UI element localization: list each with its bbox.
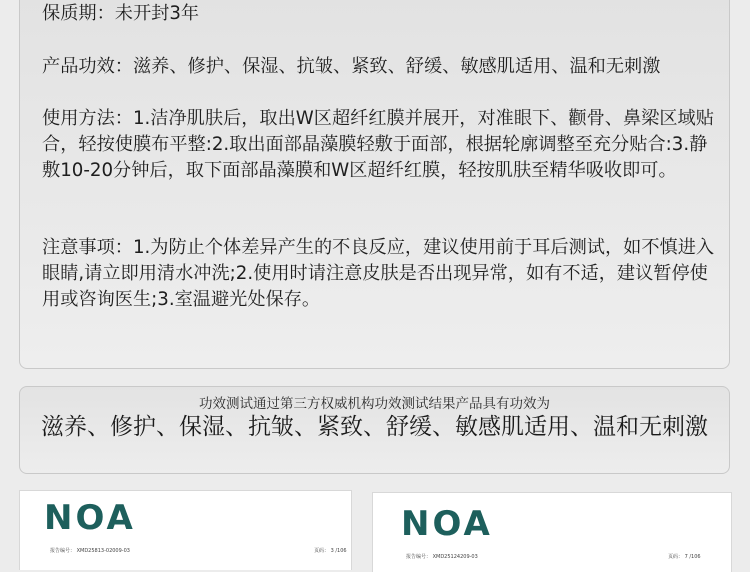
effects-text: 产品功效：滋养、修护、保湿、抗皱、紧致、舒缓、敏感肌适用、温和无刺激 [42, 56, 661, 77]
report-number: 报告编号： XMD25813-02009-03 [50, 548, 130, 554]
noa-logo: NOA [44, 498, 136, 538]
report-page-number: 页码： 3 /106 [314, 548, 347, 554]
noa-logo: NOA [401, 504, 493, 544]
test-report-page-left [19, 490, 352, 570]
product-info-card [19, 0, 730, 369]
report-number: 报告编号： XMD25124209-03 [406, 554, 478, 560]
efficacy-test-caption: 功效测试通过第三方权威机构功效测试结果产品具有功效为 [199, 396, 550, 412]
report-page-number: 页码： 7 /106 [668, 554, 701, 560]
efficacy-effects-list: 滋养、修护、保湿、抗皱、紧致、舒缓、敏感肌适用、温和无刺激 [41, 414, 708, 440]
efficacy-summary-card [19, 386, 730, 474]
notice-text: 注意事项：1.为防止个体差异产生的不良反应，建议使用前于耳后测试，如不慎进入眼睛,请立即用清水冲洗;2.使用时请注意皮肤是否出现异常，如有不适，建议暂停使用或咨询医生;3.室温避光处保存。 [42, 237, 715, 310]
shelf-life-text: 保质期：未开封3年 [42, 3, 200, 24]
usage-text: 使用方法：1.洁净肌肤后，取出W区超纤红膜并展开，对准眼下、颧骨、鼻梁区域贴合，轻按使膜布平整:2.取出面部晶藻膜轻敷于面部，根据轮廓调整至充分贴合:3.静敷10-20分钟后，取下面部晶藻膜和W区超纤红膜，轻按肌肤至精华吸收即可。 [42, 108, 714, 181]
test-report-page-right [372, 492, 732, 572]
